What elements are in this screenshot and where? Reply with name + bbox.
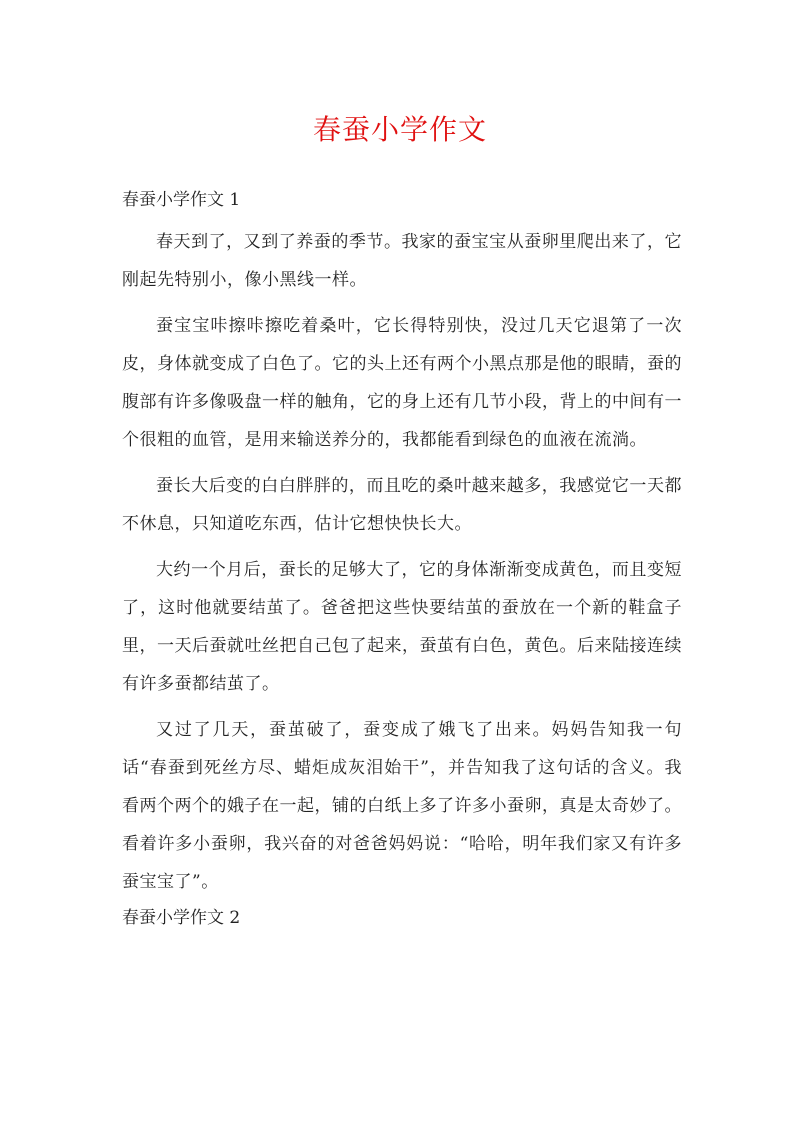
paragraph-1: 春天到了，又到了养蚕的季节。我家的蚕宝宝从蚕卵里爬出来了，它刚起先特别小，像小黑线一样。 [122, 232, 682, 290]
document-body [122, 183, 682, 935]
page-title: 春蚕小学作文 [312, 113, 487, 146]
section-heading-2: 春蚕小学作文 2 [122, 908, 241, 928]
paragraph-5: 又过了几天，蚕茧破了，蚕变成了娥飞了出来。妈妈告知我一句话“春蚕到死丝方尽、蜡炬成灰泪始干”，并告知我了这句话的含义。我看两个两个的娥子在一起，铺的白纸上多了许多小蚕卵，真是太奇妙了。看着许多小蚕卵，我兴奋的对爸爸妈妈说：“哈哈，明年我们家又有许多蚕宝宝了”。 [122, 720, 682, 892]
paragraph-4: 大约一个月后，蚕长的足够大了，它的身体渐渐变成黄色，而且变短了，这时他就要结茧了。爸爸把这些快要结茧的蚕放在一个新的鞋盒子里，一天后蚕就吐丝把自己包了起来，蚕茧有白色，黄色。后来陆接连续有许多蚕都结茧了。 [122, 560, 682, 694]
paragraph-2: 蚕宝宝咔擦咔擦吃着桑叶，它长得特别快，没过几天它退第了一次皮，身体就变成了白色了。它的头上还有两个小黑点那是他的眼睛，蚕的腹部有许多像吸盘一样的触角，它的身上还有几节小段，背上的中间有一个很粗的血管，是用来输送养分的，我都能看到绿色的血液在流淌。 [122, 316, 682, 450]
section-heading-1: 春蚕小学作文 1 [122, 190, 241, 210]
paragraph-3: 蚕长大后变的白白胖胖的，而且吃的桑叶越来越多，我感觉它一天都不休息，只知道吃东西，估计它想快快长大。 [122, 476, 682, 534]
